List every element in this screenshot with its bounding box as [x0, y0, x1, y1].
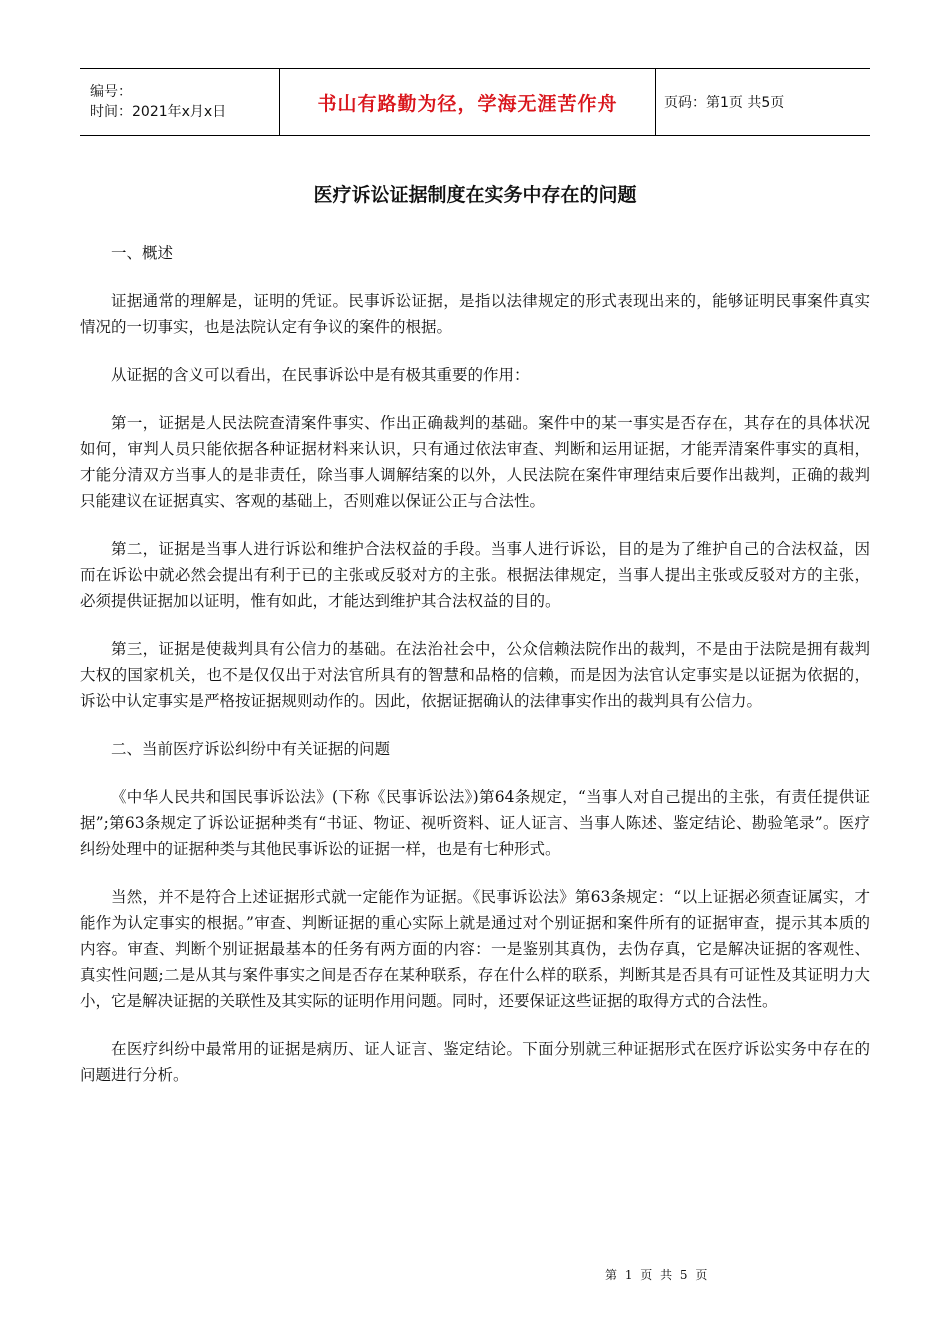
paragraph: 当然，并不是符合上述证据形式就一定能作为证据。《民事诉讼法》第63条规定：“以上证据必须查证属实，才能作为认定事实的根据。”审查、判断证据的重心实际上就是通过对个别证据和案件所有的证据审查，提示其本质的内容。审查、判断个别证据最基本的任务有两方面的内容：一是鉴别其真伪，去伪存真，它是解决证据的客观性、真实性问题;二是从其与案件事实之间是否存在某种联系，存在什么样的联系，判断其是否具有可证性及其证明力大小，它是解决证据的关联性及其实际的证明作用问题。同时，还要保证这些证据的取得方式的合法性。 [80, 888, 870, 1010]
header-meta [80, 69, 280, 135]
time-label: 时间：2021年x月x日 [90, 104, 227, 120]
paragraph: 一、概述 [111, 244, 174, 262]
header-motto [280, 69, 656, 135]
paragraph: 第三，证据是使裁判具有公信力的基础。在法治社会中，公众信赖法院作出的裁判，不是由于法院是拥有裁判大权的国家机关，也不是仅仅出于对法官所具有的智慧和品格的信赖，而是因为法官认定事实是以证据为依据的，诉讼中认定事实是严格按证据规则动作的。因此，依据证据确认的法律事实作出的裁判具有公信力。 [80, 640, 870, 710]
paragraph: 从证据的含义可以看出，在民事诉讼中是有极其重要的作用： [111, 366, 530, 384]
document-header [80, 68, 870, 136]
paragraph: 第二，证据是当事人进行诉讼和维护合法权益的手段。当事人进行诉讼，目的是为了维护自己的合法权益，因而在诉讼中就必然会提出有利于已的主张或反驳对方的主张。根据法律规定，当事人提出主张或反驳对方的主张，必须提供证据加以证明，惟有如此，才能达到维护其合法权益的目的。 [80, 540, 870, 610]
number-label: 编号： [90, 84, 132, 100]
page-label: 页码：第1页 共5页 [664, 95, 785, 111]
header-page [656, 69, 870, 135]
document-title: 医疗诉讼证据制度在实务中存在的问题 [313, 184, 637, 206]
paragraph: 《中华人民共和国民事诉讼法》(下称《民事诉讼法》)第64条规定，“当事人对自己提出的主张，有责任提供证据”;第63条规定了诉讼证据种类有“书证、物证、视听资料、证人证言、当事人陈述、鉴定结论、勘验笔录”。医疗纠纷处理中的证据种类与其他民事诉讼的证据一样，也是有七种形式。 [80, 788, 870, 858]
page-footer: 第 1 页 共 5 页 [605, 1268, 710, 1282]
paragraph: 第一，证据是人民法院查清案件事实、作出正确裁判的基础。案件中的某一事实是否存在，其存在的具体状况如何，审判人员只能依据各种证据材料来认识，只有通过依法审查、判断和运用证据，才能弄清案件事实的真相，才能分清双方当事人的是非责任，除当事人调解结案的以外，人民法院在案件审理结束后要作出裁判，正确的裁判只能建议在证据真实、客观的基础上，否则难以保证公正与合法性。 [80, 414, 870, 510]
paragraph: 二、当前医疗诉讼纠纷中有关证据的问题 [111, 740, 391, 758]
paragraph: 证据通常的理解是，证明的凭证。民事诉讼证据，是指以法律规定的形式表现出来的，能够证明民事案件真实情况的一切事实，也是法院认定有争议的案件的根据。 [80, 292, 870, 336]
document-body [80, 240, 870, 1110]
paragraph: 在医疗纠纷中最常用的证据是病历、证人证言、鉴定结论。下面分别就三种证据形式在医疗诉讼实务中存在的问题进行分析。 [80, 1040, 870, 1084]
motto-text: 书山有路勤为径，学海无涯苦作舟 [317, 92, 618, 115]
